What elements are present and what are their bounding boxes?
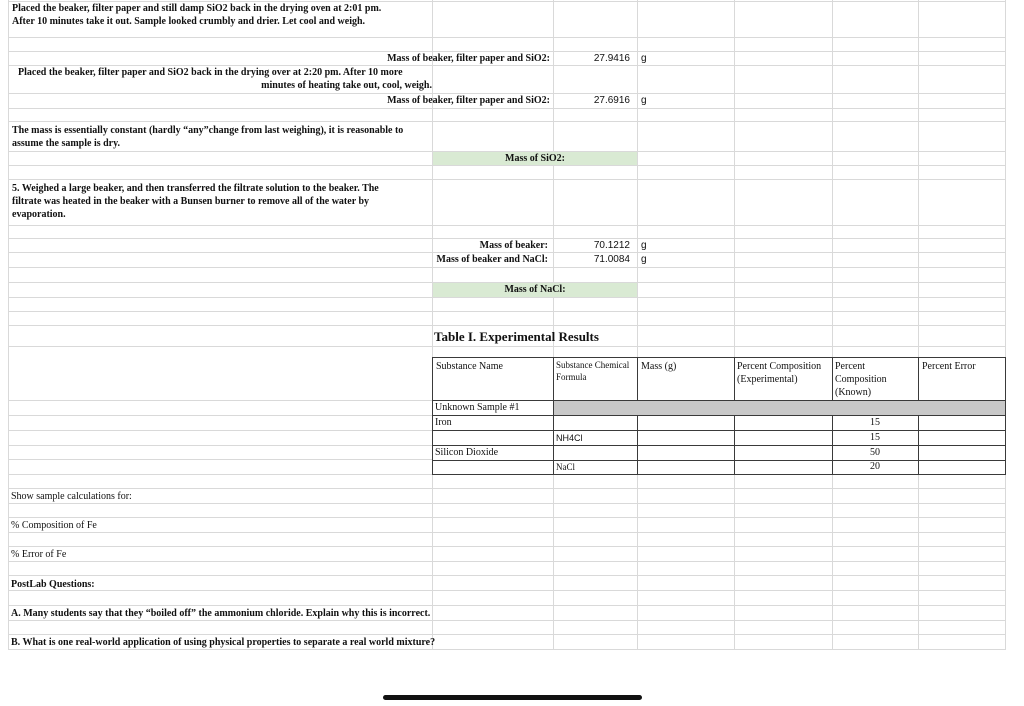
gridline: [8, 503, 1005, 504]
gridline: [8, 620, 1005, 621]
gridline: [8, 165, 1005, 166]
gridline: [8, 238, 1005, 239]
gridline: [8, 225, 1005, 226]
header-substance-name: Substance Name: [436, 361, 503, 372]
header-formula: Formula: [556, 372, 587, 382]
percent-error-fe-label: % Error of Fe: [11, 549, 67, 560]
gridline: [8, 459, 432, 460]
percent-composition-fe-label: % Composition of Fe: [11, 520, 97, 531]
table-border: [637, 357, 638, 475]
table-border: [432, 357, 1006, 358]
table-border: [432, 430, 1006, 431]
table-border: [432, 445, 1006, 446]
postlab-question-b: B. What is one real-world application of using physical properties to separate a real world mixture?: [11, 637, 436, 648]
table-row-name[interactable]: Unknown Sample #1: [435, 402, 520, 413]
gridline: [8, 121, 1005, 122]
header-percent-known: Composition: [835, 374, 887, 385]
known-percent-cell[interactable]: 20: [870, 461, 880, 472]
step5-text: evaporation.: [12, 209, 66, 220]
gridline: [8, 575, 1005, 576]
table-row-name[interactable]: Iron: [435, 417, 452, 428]
known-percent-cell[interactable]: 50: [870, 447, 880, 458]
table-border: [432, 460, 1006, 461]
mass-beaker-filter-sio2-value[interactable]: 27.9416: [593, 53, 630, 64]
header-percent-known: (Known): [835, 387, 872, 398]
gridline: [8, 297, 1005, 298]
gridline: [8, 590, 1005, 591]
table-border: [432, 474, 1006, 475]
step5-text: 5. Weighed a large beaker, and then transferred the filtrate solution to the beaker. The: [12, 183, 379, 194]
postlab-heading: PostLab Questions:: [11, 579, 95, 590]
second-heat-text: minutes of heating take out, cool, weigh.: [261, 80, 432, 91]
mass-nacl-label: Mass of NaCl:: [504, 284, 566, 295]
table-row-name[interactable]: Silicon Dioxide: [435, 447, 499, 458]
intro-text: After 10 minutes take it out. Sample looked crumbly and drier. Let cool and weigh.: [12, 16, 366, 27]
gridline: [8, 474, 432, 475]
mass-beaker-label: Mass of beaker:: [479, 240, 548, 251]
gridline: [1005, 0, 1006, 650]
known-percent-cell[interactable]: 15: [870, 432, 880, 443]
table-row-formula[interactable]: NaCl: [556, 462, 575, 472]
intro-text: Placed the beaker, filter paper and still damp SiO2 back in the drying oven at 2:01 pm.: [12, 3, 382, 14]
gridline: [8, 445, 432, 446]
gridline: [734, 0, 735, 650]
gridline: [8, 93, 1005, 94]
table-border: [918, 357, 919, 475]
gridline: [8, 532, 1005, 533]
gridline: [8, 400, 432, 401]
unit-label: g: [641, 95, 647, 106]
gridline: [8, 1, 1005, 2]
mass-beaker-filter-sio2-value[interactable]: 27.6916: [593, 95, 630, 106]
constant-mass-text: The mass is essentially constant (hardly “any”change from last weighing), it is reasonable to: [12, 125, 404, 136]
gridline: [8, 430, 432, 431]
header-formula: Substance Chemical: [556, 360, 630, 370]
table-title: Table I. Experimental Results: [434, 329, 599, 344]
header-percent-experimental: Percent Composition: [737, 361, 822, 372]
show-calculations-label: Show sample calculations for:: [11, 491, 132, 502]
table-border: [734, 357, 735, 475]
mass-beaker-filter-sio2-label: Mass of beaker, filter paper and SiO2:: [387, 95, 550, 106]
second-heat-text: Placed the beaker, filter paper and SiO2 back in the drying over at 2:20 pm. After 10 more: [18, 67, 403, 78]
gridline: [8, 561, 1005, 562]
unit-label: g: [641, 240, 647, 251]
table-border: [553, 357, 554, 475]
gridline: [637, 0, 638, 650]
constant-mass-text: assume the sample is dry.: [12, 138, 121, 149]
gridline: [8, 267, 1005, 268]
gridline: [8, 179, 1005, 180]
gridline: [8, 325, 1005, 326]
gridline: [8, 311, 1005, 312]
mass-beaker-filter-sio2-label: Mass of beaker, filter paper and SiO2:: [387, 53, 550, 64]
gridline: [8, 51, 1005, 52]
step5-text: filtrate was heated in the beaker with a Bunsen burner to remove all of the water by: [12, 196, 370, 207]
gridline: [8, 634, 1005, 635]
gridline: [8, 488, 1005, 489]
gridline: [8, 346, 1005, 347]
mass-beaker-value[interactable]: 70.1212: [593, 240, 630, 251]
table-border: [432, 415, 1006, 416]
mass-beaker-nacl-label: Mass of beaker and NaCl:: [436, 254, 548, 265]
header-mass: Mass (g): [641, 361, 677, 372]
table-row-formula[interactable]: NH4Cl: [556, 433, 583, 443]
gridline: [918, 0, 919, 650]
gridline: [8, 0, 9, 650]
mass-beaker-nacl-value[interactable]: 71.0084: [593, 254, 630, 265]
home-indicator-bar[interactable]: [383, 695, 642, 700]
unit-label: g: [641, 254, 647, 265]
header-percent-error: Percent Error: [922, 361, 976, 372]
gridline: [8, 605, 1005, 606]
gridline: [832, 0, 833, 650]
gridline: [8, 252, 1005, 253]
gridline: [8, 65, 1005, 66]
table-border: [432, 357, 433, 475]
gridline: [8, 517, 1005, 518]
gridline: [8, 108, 1005, 109]
unknown-sample-row-fill: [554, 401, 1005, 415]
mass-sio2-label: Mass of SiO2:: [505, 153, 565, 164]
postlab-question-a: A. Many students say that they “boiled off” the ammonium chloride. Explain why this is incorrect.: [11, 608, 431, 619]
table-border: [1005, 357, 1006, 475]
gridline: [8, 649, 1005, 650]
header-percent-known: Percent: [835, 361, 865, 372]
header-percent-experimental: (Experimental): [737, 374, 798, 385]
gridline: [553, 0, 554, 650]
gridline: [8, 415, 432, 416]
known-percent-cell[interactable]: 15: [870, 417, 880, 428]
gridline: [8, 37, 1005, 38]
gridline: [8, 546, 1005, 547]
unit-label: g: [641, 53, 647, 64]
table-border: [832, 357, 833, 475]
